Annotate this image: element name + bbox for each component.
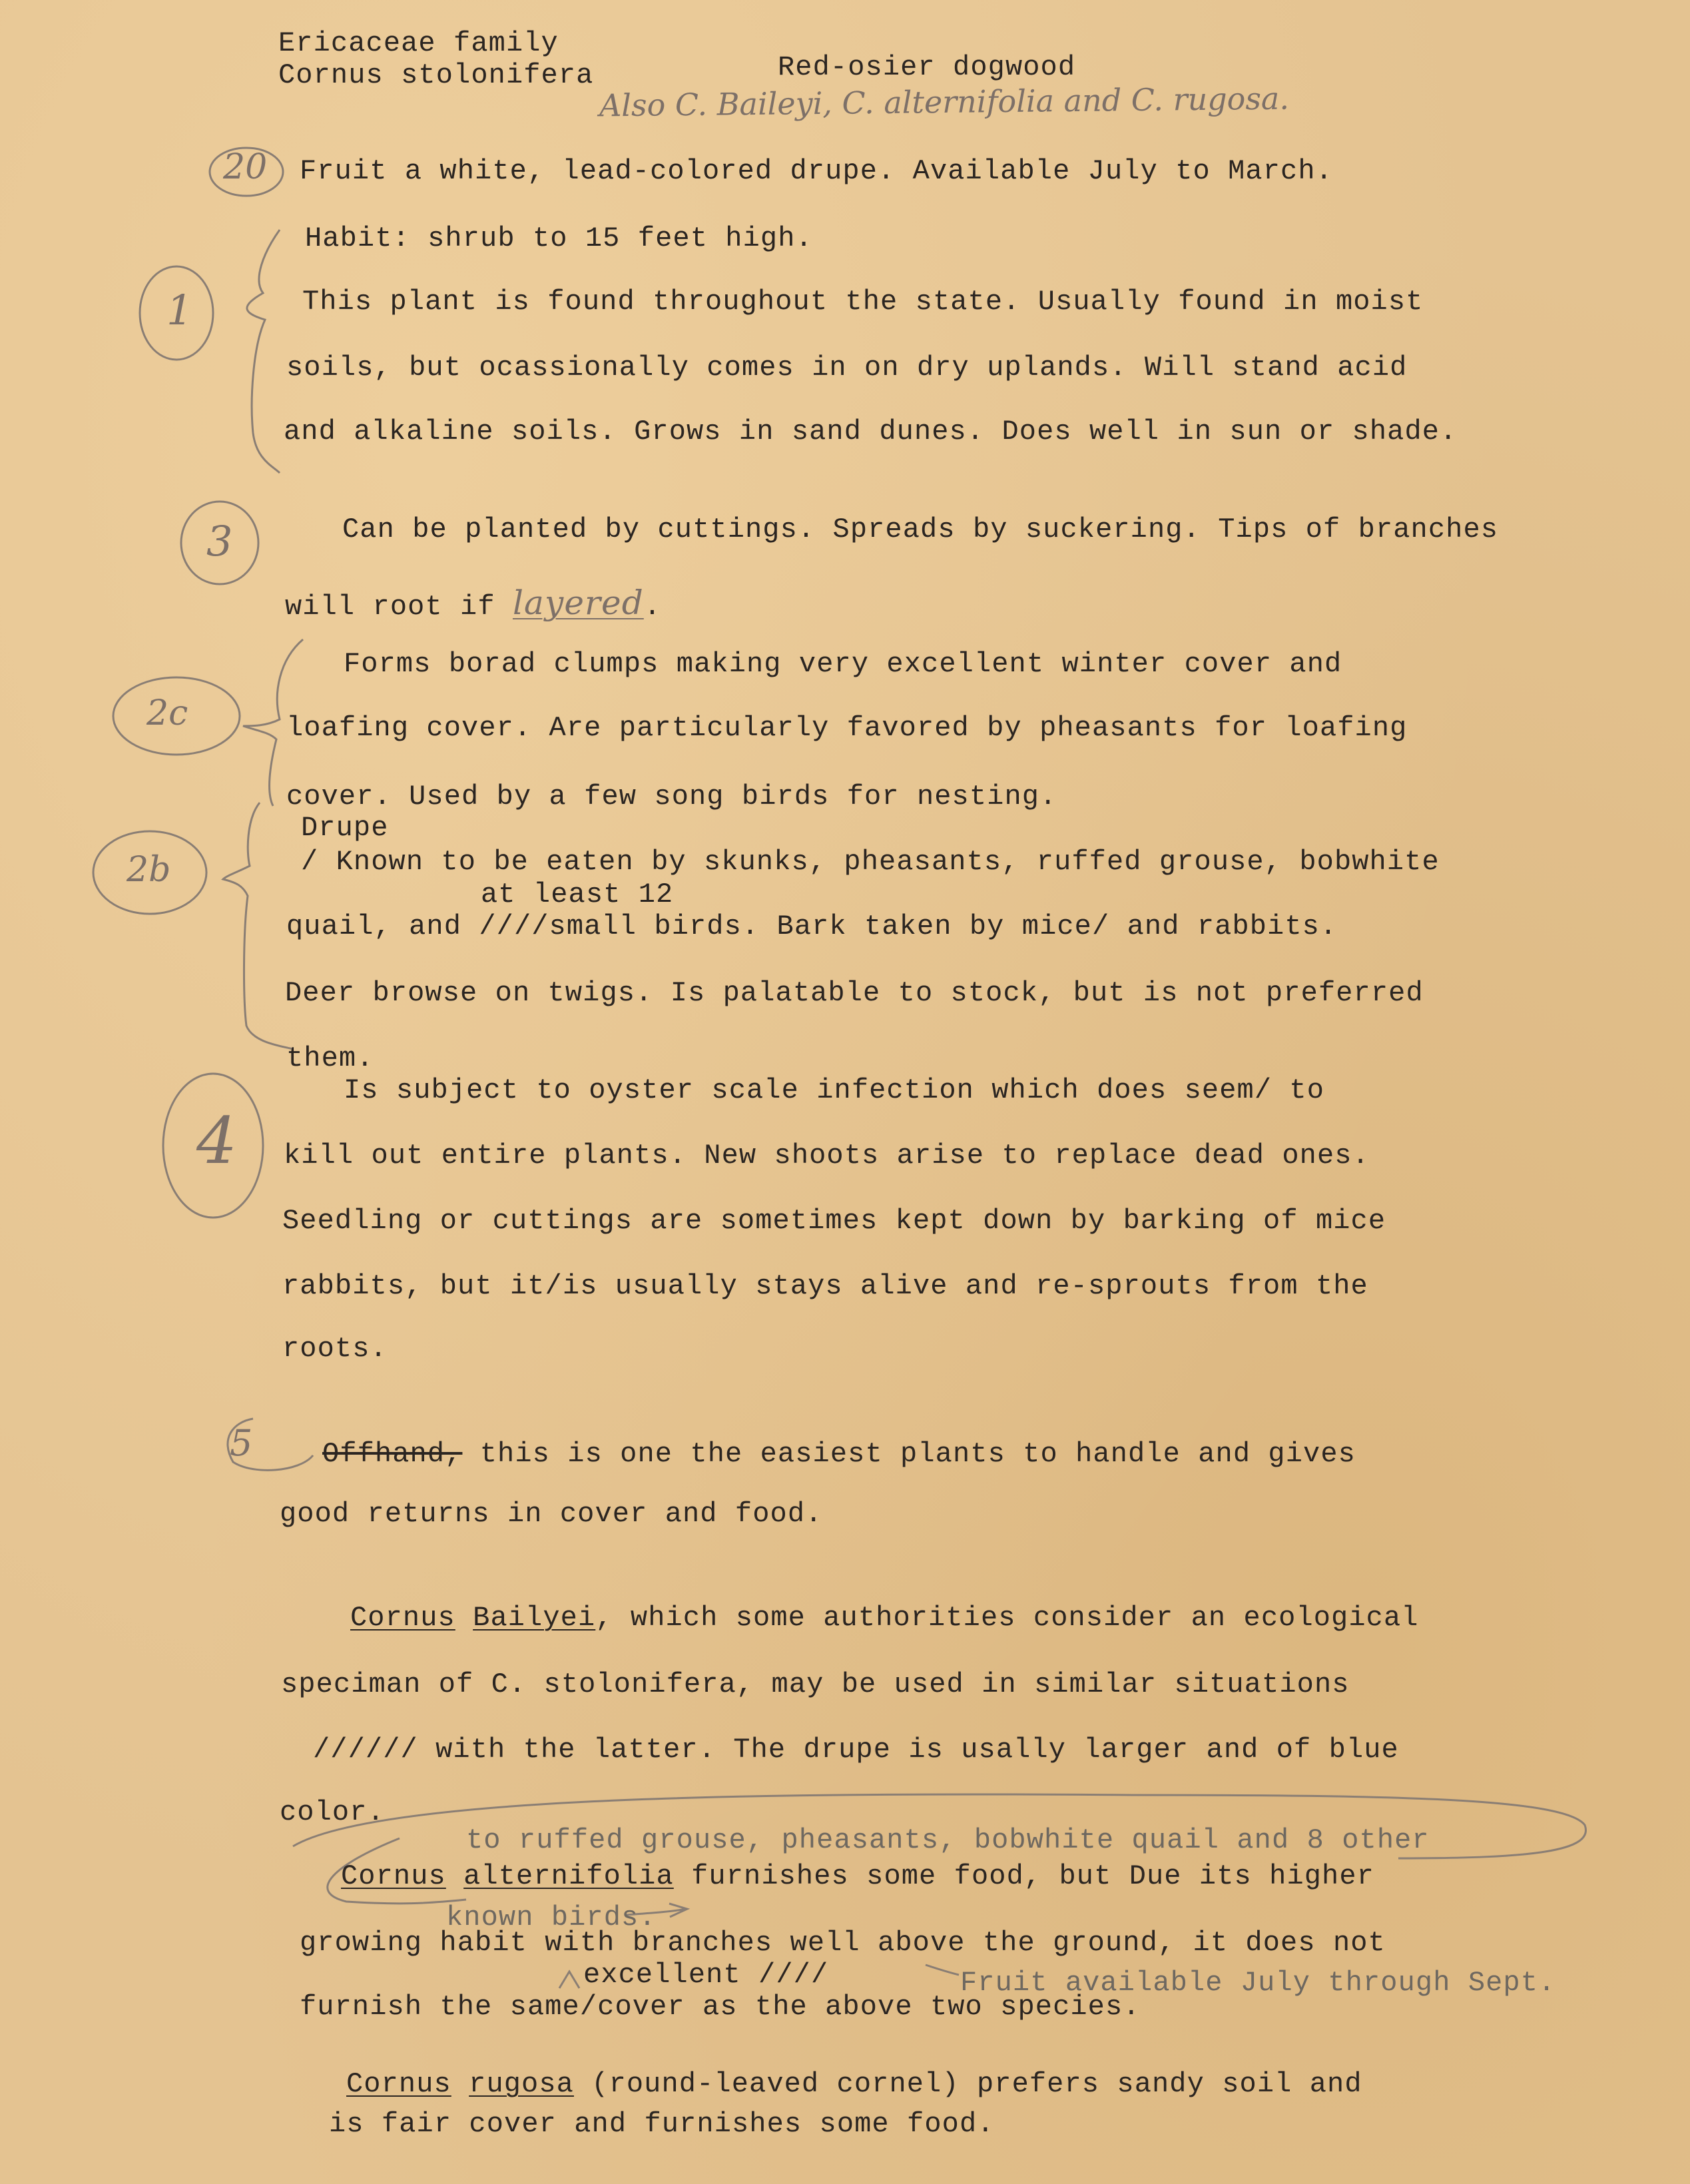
alternifolia-species: alternifolia	[463, 1860, 674, 1892]
baileyi-line-4: color.	[280, 1796, 385, 1828]
range-line-1: This plant is found throughout the state. Usually found in moist	[302, 286, 1424, 318]
planting-handwritten-layered: layered	[512, 583, 644, 622]
food-insert-count: at least 12	[481, 879, 674, 910]
baileyi-species: Bailyei	[473, 1602, 596, 1634]
header-family: Ericaceae family	[278, 27, 559, 59]
margin-mark-20: 20	[223, 147, 268, 187]
habit-line-1: Habit: shrub to 15 feet high.	[305, 222, 813, 254]
food-line-3: Deer browse on twigs. Is palatable to stock, but is not preferred	[285, 977, 1424, 1009]
food-insert-drupe: Drupe	[301, 812, 389, 844]
alternifolia-insert-known: known birds.	[446, 1902, 657, 1934]
summary-struck-word: Offhand,	[322, 1438, 463, 1470]
rugosa-line-2: is fair cover and furnishes some food.	[329, 2108, 995, 2140]
header-common-name: Red-osier dogwood	[778, 51, 1076, 83]
header-handwritten-note: Also C. Baileyi, C. alternifolia and C. rugosa.	[599, 80, 1290, 124]
planting-line-1: Can be planted by cuttings. Spreads by suckering. Tips of branches	[342, 514, 1499, 546]
cover-line-3: cover. Used by a few song birds for nesting.	[286, 781, 1057, 813]
range-line-2: soils, but ocassionally comes in on dry uplands. Will stand acid	[286, 352, 1408, 384]
baileyi-line-1-text: , which some authorities consider an ecological	[595, 1602, 1419, 1634]
planting-line-2-text: will root if	[285, 591, 513, 623]
margin-mark-1: 1	[166, 286, 193, 334]
planting-line-2	[285, 583, 662, 623]
disease-line-4: rabbits, but it/is usually stays alive and re-sprouts from the	[282, 1270, 1368, 1302]
margin-mark-3: 3	[206, 517, 233, 565]
summary-line-1-text: this is one the easiest plants to handle and gives	[479, 1438, 1356, 1470]
header-species: Cornus stolonifera	[278, 59, 594, 91]
alternifolia-line-1	[341, 1862, 1374, 1890]
disease-line-5: roots.	[282, 1333, 388, 1365]
cover-line-1: Forms borad clumps making very excellent winter cover and	[344, 648, 1342, 680]
bracket-2b	[223, 803, 293, 1049]
margin-mark-5: 5	[230, 1422, 253, 1464]
food-line-4: them.	[286, 1042, 374, 1074]
cover-line-2: loafing cover. Are particularly favored by pheasants for loafing	[286, 712, 1408, 744]
rugosa-line-1-text: (round-leaved cornel) prefers sandy soil and	[573, 2068, 1362, 2100]
planting-line-2-end: .	[643, 591, 662, 623]
alternifolia-insert-excellent: excellent ////	[583, 1959, 829, 1991]
alternifolia-insert-top: to ruffed grouse, pheasants, bobwhite quail and 8 other	[466, 1824, 1430, 1856]
margin-mark-4: 4	[196, 1104, 238, 1178]
summary-line-1	[322, 1440, 1356, 1468]
fruit-line-1: Fruit a white, lead-colored drupe. Available July to March.	[300, 155, 1333, 187]
range-line-3: and alkaline soils. Grows in sand dunes. Does well in sun or shade.	[284, 416, 1458, 448]
alternifolia-line-3: furnish the same/cover as the above two species.	[300, 1991, 1141, 2023]
rugosa-line-1	[346, 2070, 1362, 2098]
caret-excellent	[559, 1972, 579, 1988]
alternifolia-genus: Cornus	[341, 1860, 446, 1892]
alternifolia-insert-fruit: Fruit available July through Sept.	[960, 1967, 1556, 1999]
alternifolia-line-1-text: furnishes some food, but Due its higher	[673, 1860, 1374, 1892]
rugosa-species: rugosa	[469, 2068, 574, 2100]
disease-line-1: Is subject to oyster scale infection which does seem/ to	[344, 1074, 1325, 1106]
baileyi-line-2: speciman of C. stolonifera, may be used in similar situations	[281, 1668, 1350, 1700]
baileyi-genus: Cornus	[350, 1602, 455, 1634]
rugosa-genus: Cornus	[346, 2068, 451, 2100]
alternifolia-line-2: growing habit with branches well above the ground, it does not	[300, 1927, 1386, 1959]
summary-line-2: good returns in cover and food.	[280, 1498, 823, 1530]
margin-mark-2c: 2c	[146, 693, 188, 733]
baileyi-line-1	[350, 1604, 1419, 1632]
baileyi-line-3: ////// with the latter. The drupe is usally larger and of blue	[313, 1734, 1399, 1766]
food-line-1: / Known to be eaten by skunks, pheasants, ruffed grouse, bobwhite	[301, 846, 1440, 878]
margin-mark-2b: 2b	[127, 850, 171, 890]
disease-line-3: Seedling or cuttings are sometimes kept down by barking of mice	[282, 1205, 1386, 1237]
disease-line-2: kill out entire plants. New shoots arise to replace dead ones.	[284, 1140, 1370, 1172]
bracket-1	[247, 230, 280, 473]
arrow-fruit-available	[926, 1965, 959, 1975]
food-line-2: quail, and ////small birds. Bark taken by mice/ and rabbits.	[286, 910, 1338, 942]
